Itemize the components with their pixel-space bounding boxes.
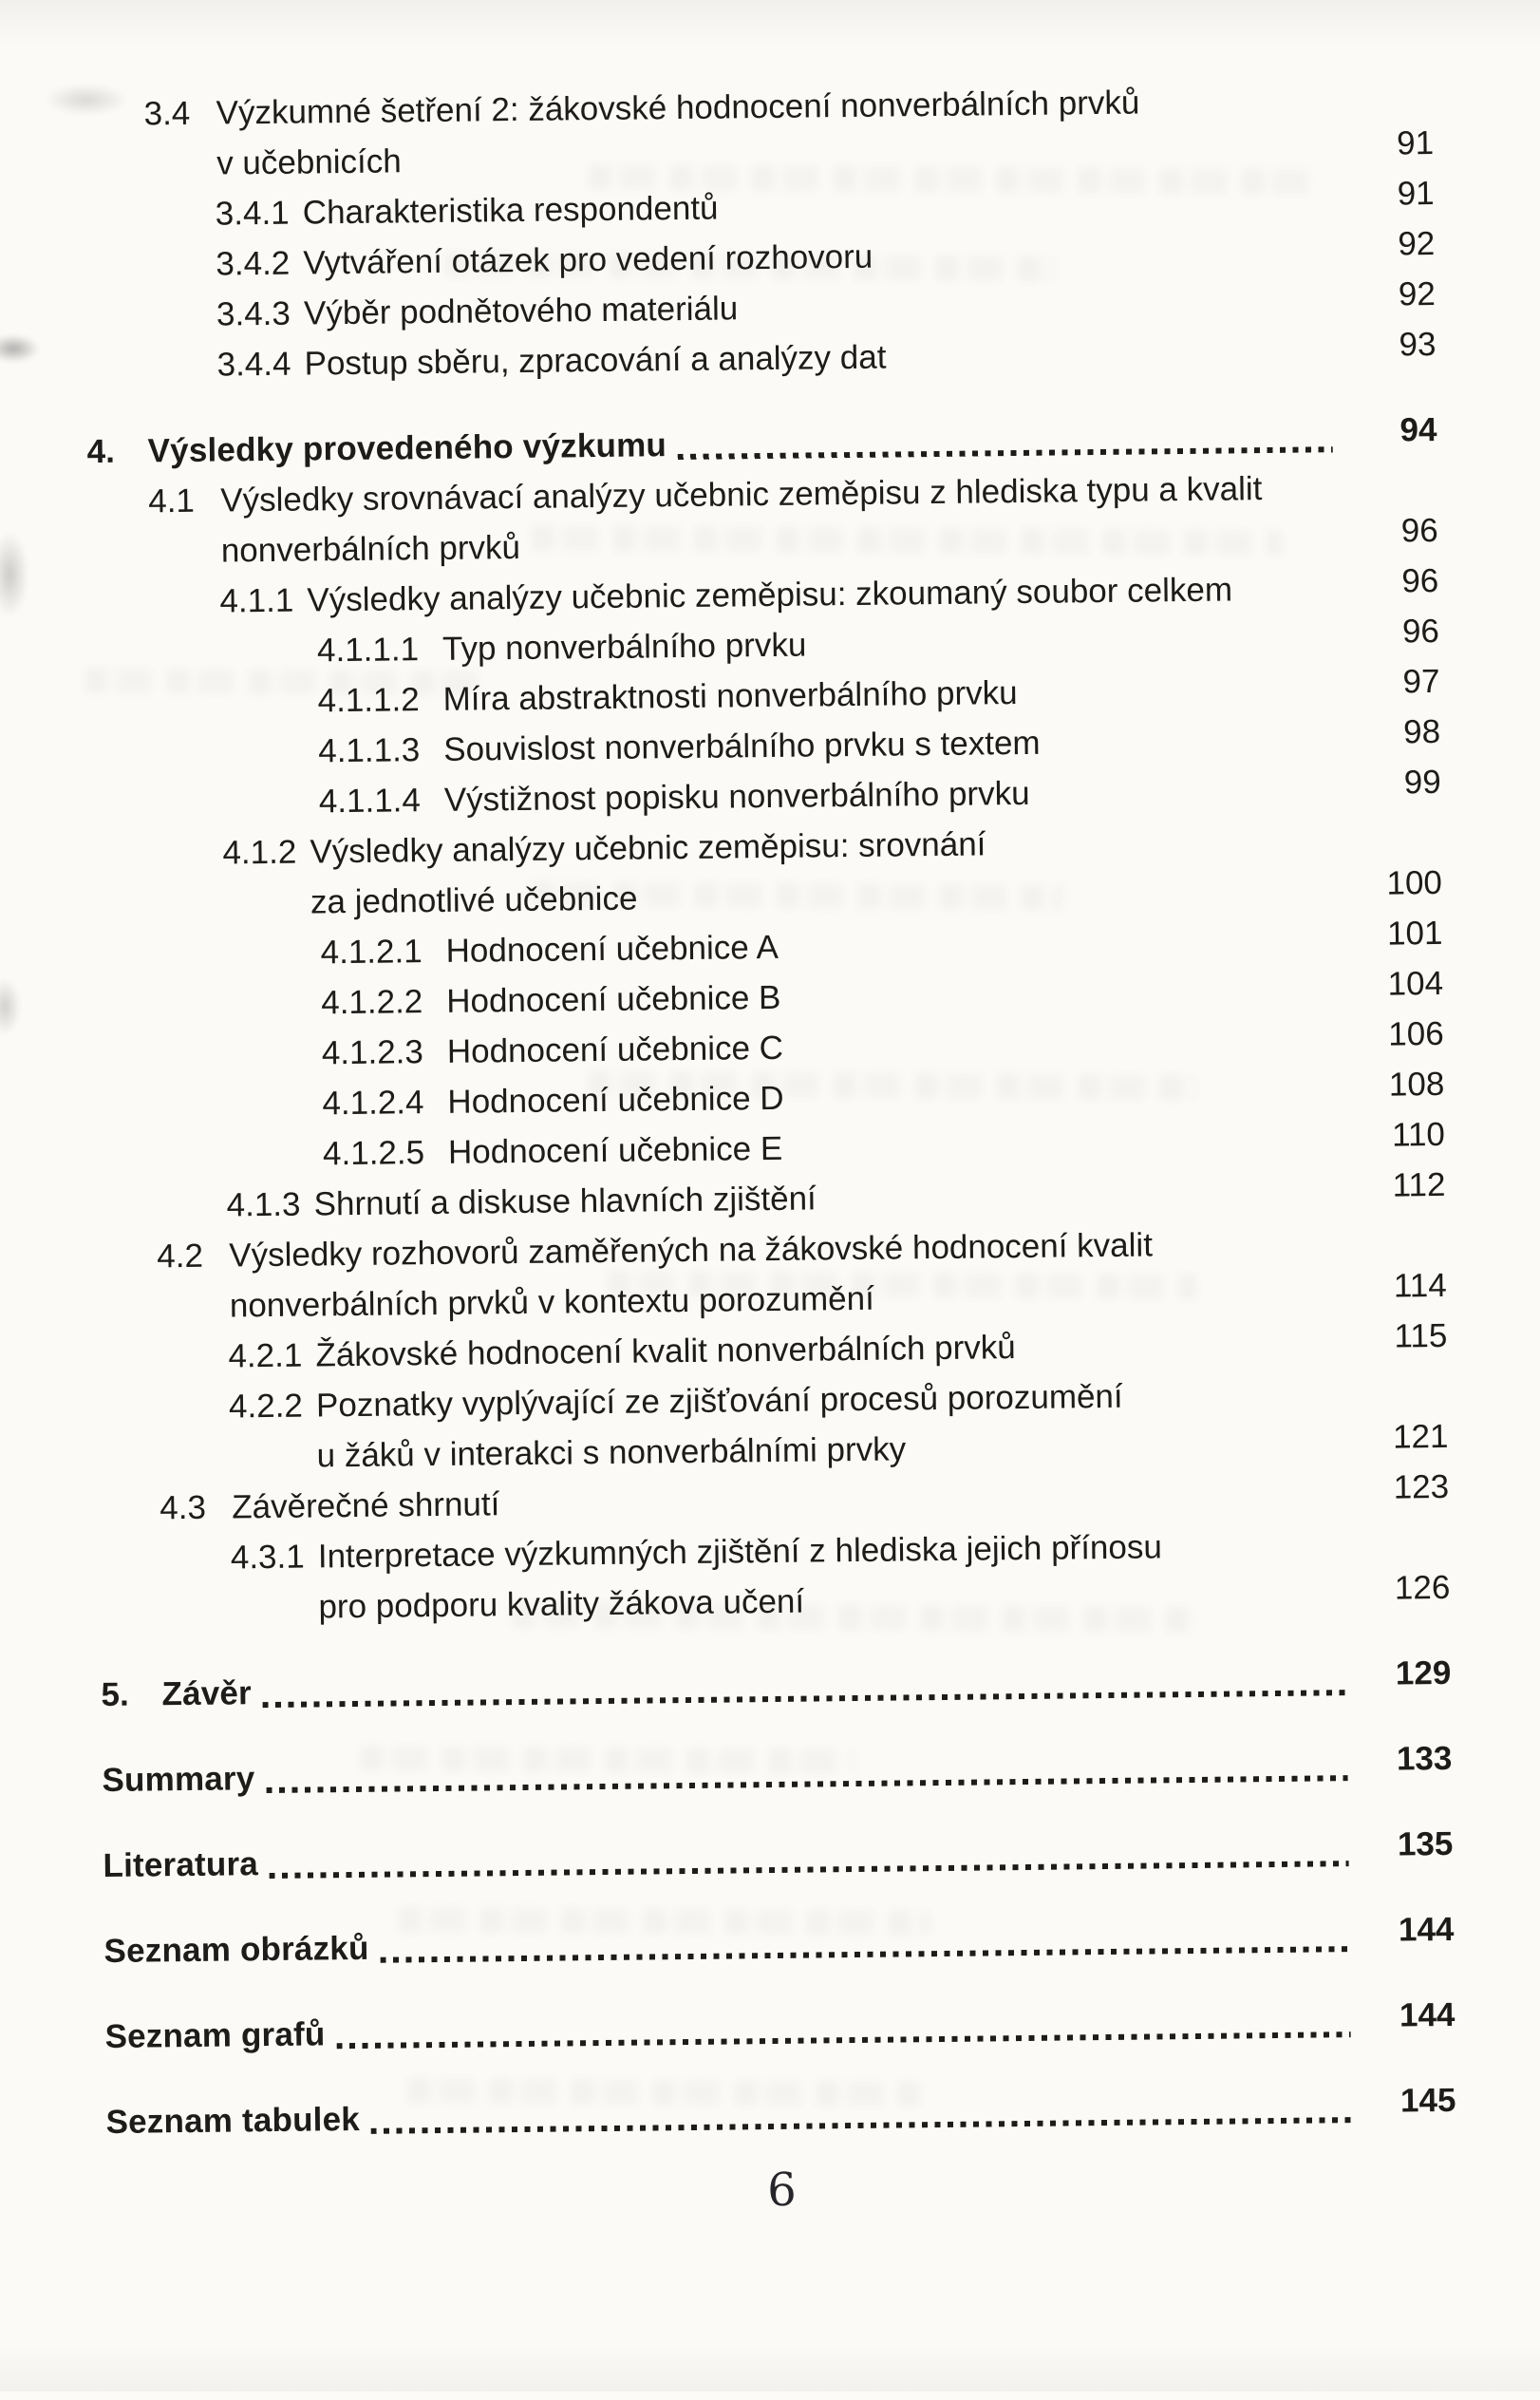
dotted-leader xyxy=(678,446,1333,460)
toc-entry-page: 99 xyxy=(1403,763,1441,802)
toc-entry-page: 121 xyxy=(1392,1417,1449,1456)
toc-entry-page: 96 xyxy=(1400,511,1438,550)
toc-entry xyxy=(9,1996,1455,2063)
toc-entry-text: u žáků v interakci s nonverbálními prvky xyxy=(316,1430,907,1475)
toc-entry-page: 133 xyxy=(1396,1739,1453,1778)
toc-entry-page: 106 xyxy=(1388,1014,1444,1053)
toc-entry-text: Hodnocení učebnice E xyxy=(447,1129,783,1171)
toc-entry-number: 4.2.2 xyxy=(228,1387,304,1426)
toc-entry-number: 3.4 xyxy=(143,94,191,133)
dotted-leader xyxy=(381,1946,1350,1963)
toc-entry-page: 91 xyxy=(1397,174,1435,213)
toc-entry-text: v učebnicích xyxy=(216,142,402,182)
toc-entry-page: 115 xyxy=(1394,1316,1448,1355)
toc-entry-line xyxy=(8,1825,1454,1892)
toc-entry-text: Výsledky provedeného výzkumu xyxy=(147,426,667,470)
toc-entry-page: 96 xyxy=(1401,561,1439,600)
toc-entry-page: 108 xyxy=(1388,1065,1445,1104)
toc-entry-text: Hodnocení učebnice C xyxy=(446,1029,784,1070)
leader-space xyxy=(738,312,1344,319)
toc-entry-page: 96 xyxy=(1401,612,1440,651)
toc-entry xyxy=(6,1654,1452,1721)
toc-entry-number: 4.1.1.1 xyxy=(316,631,420,670)
toc-entry-page: 98 xyxy=(1402,712,1441,751)
toc-entry-line xyxy=(10,2082,1456,2148)
toc-entry xyxy=(0,74,1434,191)
toc-entry-page: 97 xyxy=(1402,662,1440,701)
toc-entry-text: Seznam tabulek xyxy=(105,2100,361,2141)
toc-entry-line xyxy=(7,1740,1453,1806)
toc-entry-page: 126 xyxy=(1394,1568,1451,1607)
leader-space xyxy=(520,549,1347,558)
leader-space xyxy=(817,1203,1355,1209)
toc-entry-number: 4.1.1.4 xyxy=(318,782,422,821)
toc-entry-number: 4. xyxy=(86,432,116,471)
leader-space xyxy=(402,161,1343,172)
toc-entry xyxy=(3,1368,1449,1484)
indent-spacer xyxy=(144,175,216,176)
toc-entry-page: 100 xyxy=(1386,863,1443,902)
toc-entry-page: 110 xyxy=(1391,1115,1446,1154)
toc-entry-line xyxy=(9,1911,1455,1977)
toc-entry-page: 101 xyxy=(1386,914,1443,953)
toc-entry-number: 4.2.1 xyxy=(228,1336,303,1375)
line-space xyxy=(1123,1404,1448,1408)
toc-entry xyxy=(7,1740,1453,1806)
leader-space xyxy=(1041,750,1350,754)
toc-entry-text: Výstižnost popisku nonverbálního prvku xyxy=(443,774,1030,819)
toc-entry-text: Literatura xyxy=(103,1845,259,1885)
dotted-leader xyxy=(337,2031,1351,2049)
toc-entry-text: pro podporu kvality žákova učení xyxy=(318,1582,805,1626)
toc-entry xyxy=(1,1217,1447,1333)
toc-entry-text: Závěrečné shrnutí xyxy=(232,1485,500,1526)
toc-entry-number: 4.1.1 xyxy=(219,581,294,620)
dotted-leader xyxy=(263,1690,1347,1708)
leader-space xyxy=(784,1103,1354,1109)
leader-space xyxy=(1018,700,1349,704)
line-space xyxy=(1153,1253,1446,1257)
toc-entry-line xyxy=(9,1996,1455,2063)
toc-entry-page: 129 xyxy=(1395,1654,1452,1692)
leader-space xyxy=(1030,801,1350,804)
toc-entry-text: Vytváření otázek pro vedení rozhovoru xyxy=(303,237,873,282)
toc-entry xyxy=(10,2082,1456,2148)
leader-space xyxy=(783,1052,1353,1059)
indent-spacer xyxy=(149,562,221,563)
leader-space xyxy=(804,1606,1359,1613)
toc-entry-number: 4.1.2 xyxy=(222,833,297,872)
toc-entry-number: 4.1.2.4 xyxy=(322,1084,424,1123)
toc-entry-number: 4.1.2.3 xyxy=(321,1033,424,1072)
page-footer-number: 6 xyxy=(766,2163,798,2218)
leader-space xyxy=(1232,599,1347,600)
toc-entry xyxy=(5,1519,1451,1635)
leader-space xyxy=(638,901,1352,910)
toc-entry-text: nonverbálních prvků v kontextu porozumění xyxy=(229,1279,875,1325)
toc-entry-text: za jednotlivé učebnice xyxy=(310,879,638,921)
toc-entry-text: Hodnocení učebnice A xyxy=(445,928,779,970)
toc-entry-page: 104 xyxy=(1387,964,1444,1003)
leader-space xyxy=(1016,1354,1357,1358)
indent-spacer xyxy=(158,1316,230,1317)
toc-entry-number: 4.3.1 xyxy=(230,1538,305,1577)
toc-entry-number: 4.1.2.2 xyxy=(321,983,423,1022)
toc-entry-text: nonverbálních prvků xyxy=(220,528,521,570)
line-space xyxy=(1139,110,1433,114)
leader-space xyxy=(719,212,1343,218)
toc-entry-page: 144 xyxy=(1399,1995,1455,2034)
toc-entry xyxy=(9,1911,1455,1977)
toc-entry-text: Výzkumné šetření 2: žákovské hodnocení nonverbálních prvků xyxy=(216,84,1140,132)
toc-entry-text: Typ nonverbálního prvku xyxy=(441,626,807,668)
toc-entry-number: 4.1 xyxy=(148,482,196,520)
toc-entry-page: 92 xyxy=(1398,224,1436,263)
toc-entry-text: Výsledky analýzy učebnic zeměpisu: srovnání xyxy=(310,825,986,871)
toc-entry-text: Žákovské hodnocení kvalit nonverbálních prvků xyxy=(315,1329,1016,1374)
toc-entry-text: Výsledky analýzy učebnic zeměpisu: zkoumaný soubor celkem xyxy=(307,571,1233,619)
leader-space xyxy=(887,363,1345,368)
toc-entry-text: Míra abstraktnosti nonverbálního prvku xyxy=(442,674,1018,718)
toc-entry-text: Souvislost nonverbálního prvku s textem xyxy=(443,724,1041,768)
toc-entry-text: Interpretace výzkumných zjištění z hlediska jejich přínosu xyxy=(317,1528,1163,1576)
toc-entry-text: Poznatky vyplývající ze zjišťování procesů porozumění xyxy=(315,1377,1123,1425)
toc-entry-text: Seznam grafů xyxy=(104,2015,326,2056)
toc-entry-page: 145 xyxy=(1399,2081,1456,2120)
toc-entry-page: 114 xyxy=(1393,1266,1447,1305)
toc-entry-text: Hodnocení učebnice D xyxy=(447,1079,784,1121)
toc-entry-page: 93 xyxy=(1399,325,1437,364)
toc-entry-text: Závěr xyxy=(161,1674,253,1713)
leader-space xyxy=(806,650,1348,655)
indent-spacer xyxy=(230,1466,317,1467)
toc-entry-number: 3.4.4 xyxy=(216,345,291,384)
dotted-leader xyxy=(371,2117,1352,2134)
toc-entry-text: Výsledky rozhovorů zaměřených na žákovské hodnocení kvalit xyxy=(229,1226,1154,1275)
toc-entry-text: Seznam obrázků xyxy=(103,1929,369,1971)
toc-entry-number: 4.1.2.1 xyxy=(320,933,423,972)
indent-spacer xyxy=(232,1617,319,1618)
toc-entry-number: 3.4.3 xyxy=(216,294,291,333)
line-space xyxy=(1262,498,1437,500)
leader-space xyxy=(782,1153,1354,1160)
dotted-leader xyxy=(270,1861,1349,1879)
toc-entry-line xyxy=(6,1654,1452,1721)
toc-entry xyxy=(0,462,1438,578)
toc-entry-number: 5. xyxy=(101,1675,129,1714)
toc-entry-number: 3.4.1 xyxy=(215,194,290,233)
toc-entry-text: Charakteristika respondentů xyxy=(302,189,719,232)
leader-space xyxy=(499,1505,1358,1515)
toc-entry-number: 4.3 xyxy=(160,1488,207,1527)
toc-entry-page: 135 xyxy=(1397,1824,1454,1863)
toc-entry-number: 4.1.2.5 xyxy=(322,1134,425,1173)
toc-entry xyxy=(0,814,1442,931)
leader-space xyxy=(779,952,1352,958)
indent-spacer xyxy=(223,913,310,914)
toc-entry-page: 94 xyxy=(1399,410,1437,449)
leader-space xyxy=(781,1002,1353,1009)
toc-entry-text: Výsledky srovnávací analýzy učebnic zeměpisu z hlediska typu a kvalit xyxy=(220,470,1263,520)
leader-space xyxy=(906,1455,1357,1460)
toc-entry xyxy=(8,1825,1454,1892)
toc-entry-text: Shrnutí a diskuse hlavních zjištění xyxy=(313,1180,817,1223)
toc-entry-text: Výběr podnětového materiálu xyxy=(303,290,739,332)
toc-entry-number: 4.1.1.3 xyxy=(318,731,421,770)
toc-entry-page: 144 xyxy=(1398,1910,1455,1949)
line-space xyxy=(1162,1555,1450,1558)
leader-space xyxy=(873,262,1343,268)
toc-entry-text: Postup sběru, zpracování a analýzy dat xyxy=(304,338,887,383)
leader-space xyxy=(874,1304,1356,1310)
toc-entry-number: 4.1.3 xyxy=(226,1185,301,1224)
toc-entry-page: 92 xyxy=(1398,274,1437,313)
toc-entry-text: Hodnocení učebnice B xyxy=(446,978,781,1020)
toc-entry-number: 3.4.2 xyxy=(216,244,291,283)
toc-entry-number: 4.1.1.2 xyxy=(317,681,420,720)
toc-entry-number: 4.2 xyxy=(157,1237,204,1276)
toc-entry-page: 112 xyxy=(1392,1165,1446,1204)
dotted-leader xyxy=(267,1775,1348,1793)
line-space xyxy=(986,850,1442,855)
toc-entry-page: 123 xyxy=(1393,1467,1450,1506)
toc-entry-page: 91 xyxy=(1396,124,1435,162)
toc-entry-text: Summary xyxy=(102,1760,255,1800)
